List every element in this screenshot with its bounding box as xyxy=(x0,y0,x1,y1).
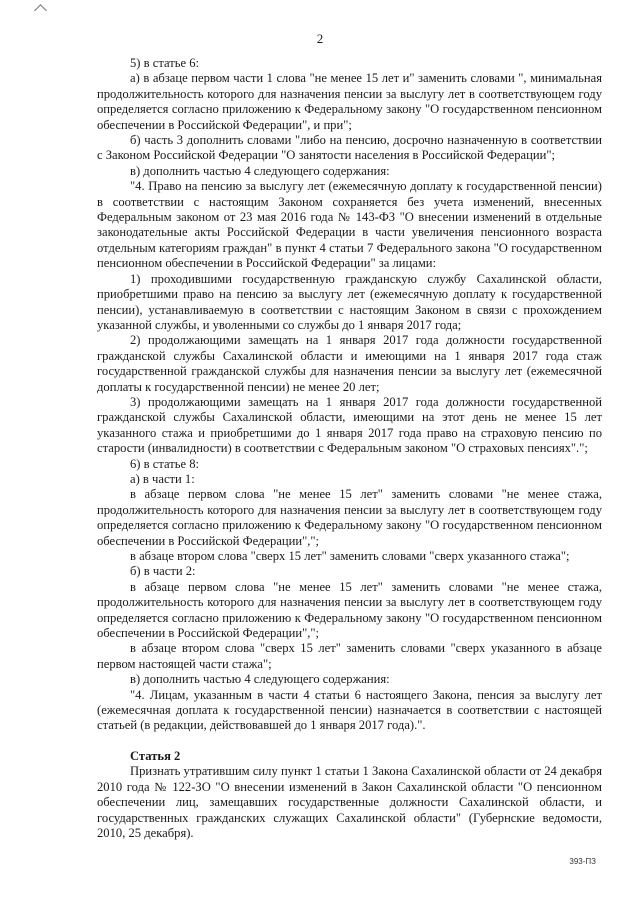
article-text: Признать утратившим силу пункт 1 статьи 1 Закона Сахалинской области от 24 декабря 2010 года № 122-ЗО "О внесении изменений в Закон Сахалинской области "О пенсионном обеспечении лиц, замещавших государственные должности Сахалинской области, и государственных гражданских служащих Сахалинской области" (Губернские ведомости, 2010, 25 декабря). xyxy=(97,764,602,840)
paragraph: 6) в статье 8: xyxy=(130,456,200,471)
paragraph: в абзаце втором слова "сверх 15 лет" заменить словами "сверх указанного стажа"; xyxy=(130,549,570,563)
paragraph: б) в части 2: xyxy=(130,564,196,579)
paragraph: б) часть 3 дополнить словами "либо на пенсию, досрочно назначенную в соответствии с Законом Российской Федерации "О занятости населения в Российской Федерации"; xyxy=(97,133,602,163)
paragraph: а) в абзаце первом части 1 слова "не менее 15 лет и" заменить словами ", минимальная продолжительность которого для назначения пенсии за выслугу лет в соответствующем году определяется согласно приложению к Федеральному закону "О государственном пенсионном обеспечении в Российской Федерации", и при"; xyxy=(97,71,602,132)
paragraph: 1) проходившими государственную гражданскую службу Сахалинской области, приобретшими право на пенсию за выслугу лет (ежемесячную доплату к государственной пенсии), устанавливаемую в соответствии с настоящим Законом в связи с прохождением указанной службы, и уволенными со службы до 1 января 2017 года; xyxy=(97,271,602,332)
paragraph: 2) продолжающими замещать на 1 января 2017 года должности государственной гражданской службы Сахалинской области и имеющими на 1 января 2017 года стаж государственной гражданской службы для назначения пенсии за выслугу лет (ежемесячной доплаты к государственной пенсии) не менее 20 лет; xyxy=(97,333,602,394)
paragraph: 3) продолжающими замещать на 1 января 2017 года должности государственной гражданской службы Сахалинской области, имеющими на этот день не менее 15 лет указанного стажа и приобретшими до 1 января 2017 года право на страховую пенсию по старости (инвалидности) в соответствии с Федеральным законом "О страховых пенсиях"."; xyxy=(97,394,602,456)
paragraph: 5) в статье 6: xyxy=(130,56,200,70)
paragraph: "4. Лицам, указанным в части 4 статьи 6 настоящего Закона, пенсия за выслугу лет (ежемесячная доплата к государственной пенсии) назначается в соответствии с настоящей статьей (в редакции, действовавшей до 1 января 2017 года).". xyxy=(97,687,602,733)
paragraph: в) дополнить частью 4 следующего содержания: xyxy=(130,672,390,687)
corner-mark xyxy=(34,4,47,17)
document-code: 393-ПЗ xyxy=(569,857,596,866)
document-body xyxy=(97,56,602,841)
paragraph: "4. Право на пенсию за выслугу лет (ежемесячную доплату к государственной пенсии) в соответствии с настоящим Законом сохраняется без учета изменений, внесенных Федеральным законом от 23 мая 2016 года № 143-ФЗ "О внесении изменений в отдельные законодательные акты Российской Федерации в части увеличения пенсионного возраста отдельным категориям граждан" в пункт 4 статьи 7 Федерального закона "О государственном пенсионном обеспечении в Российской Федерации" за лицами: xyxy=(97,179,602,271)
paragraph: а) в части 1: xyxy=(130,471,195,486)
paragraph: в абзаце первом слова "не менее 15 лет" заменить словами "не менее стажа, продолжительность которого для назначения пенсии за выслугу лет в соответствующем году определяется согласно приложению к Федеральному закону "О государственном пенсионном обеспечении в Российской Федерации","; xyxy=(97,579,602,641)
paragraph: в абзаце первом слова "не менее 15 лет" заменить словами "не менее стажа, продолжительность которого для назначения пенсии за выслугу лет в соответствующем году определяется согласно приложению к Федеральному закону "О государственном пенсионном обеспечении в Российской Федерации","; xyxy=(97,487,602,548)
page-number: 2 xyxy=(316,31,324,46)
paragraph: в) дополнить частью 4 следующего содержания: xyxy=(130,163,390,178)
paragraph: в абзаце втором слова "сверх 15 лет" заменить словами "сверх указанного в абзаце первом настоящей части стажа"; xyxy=(97,641,602,671)
article-heading: Статья 2 xyxy=(130,748,181,763)
